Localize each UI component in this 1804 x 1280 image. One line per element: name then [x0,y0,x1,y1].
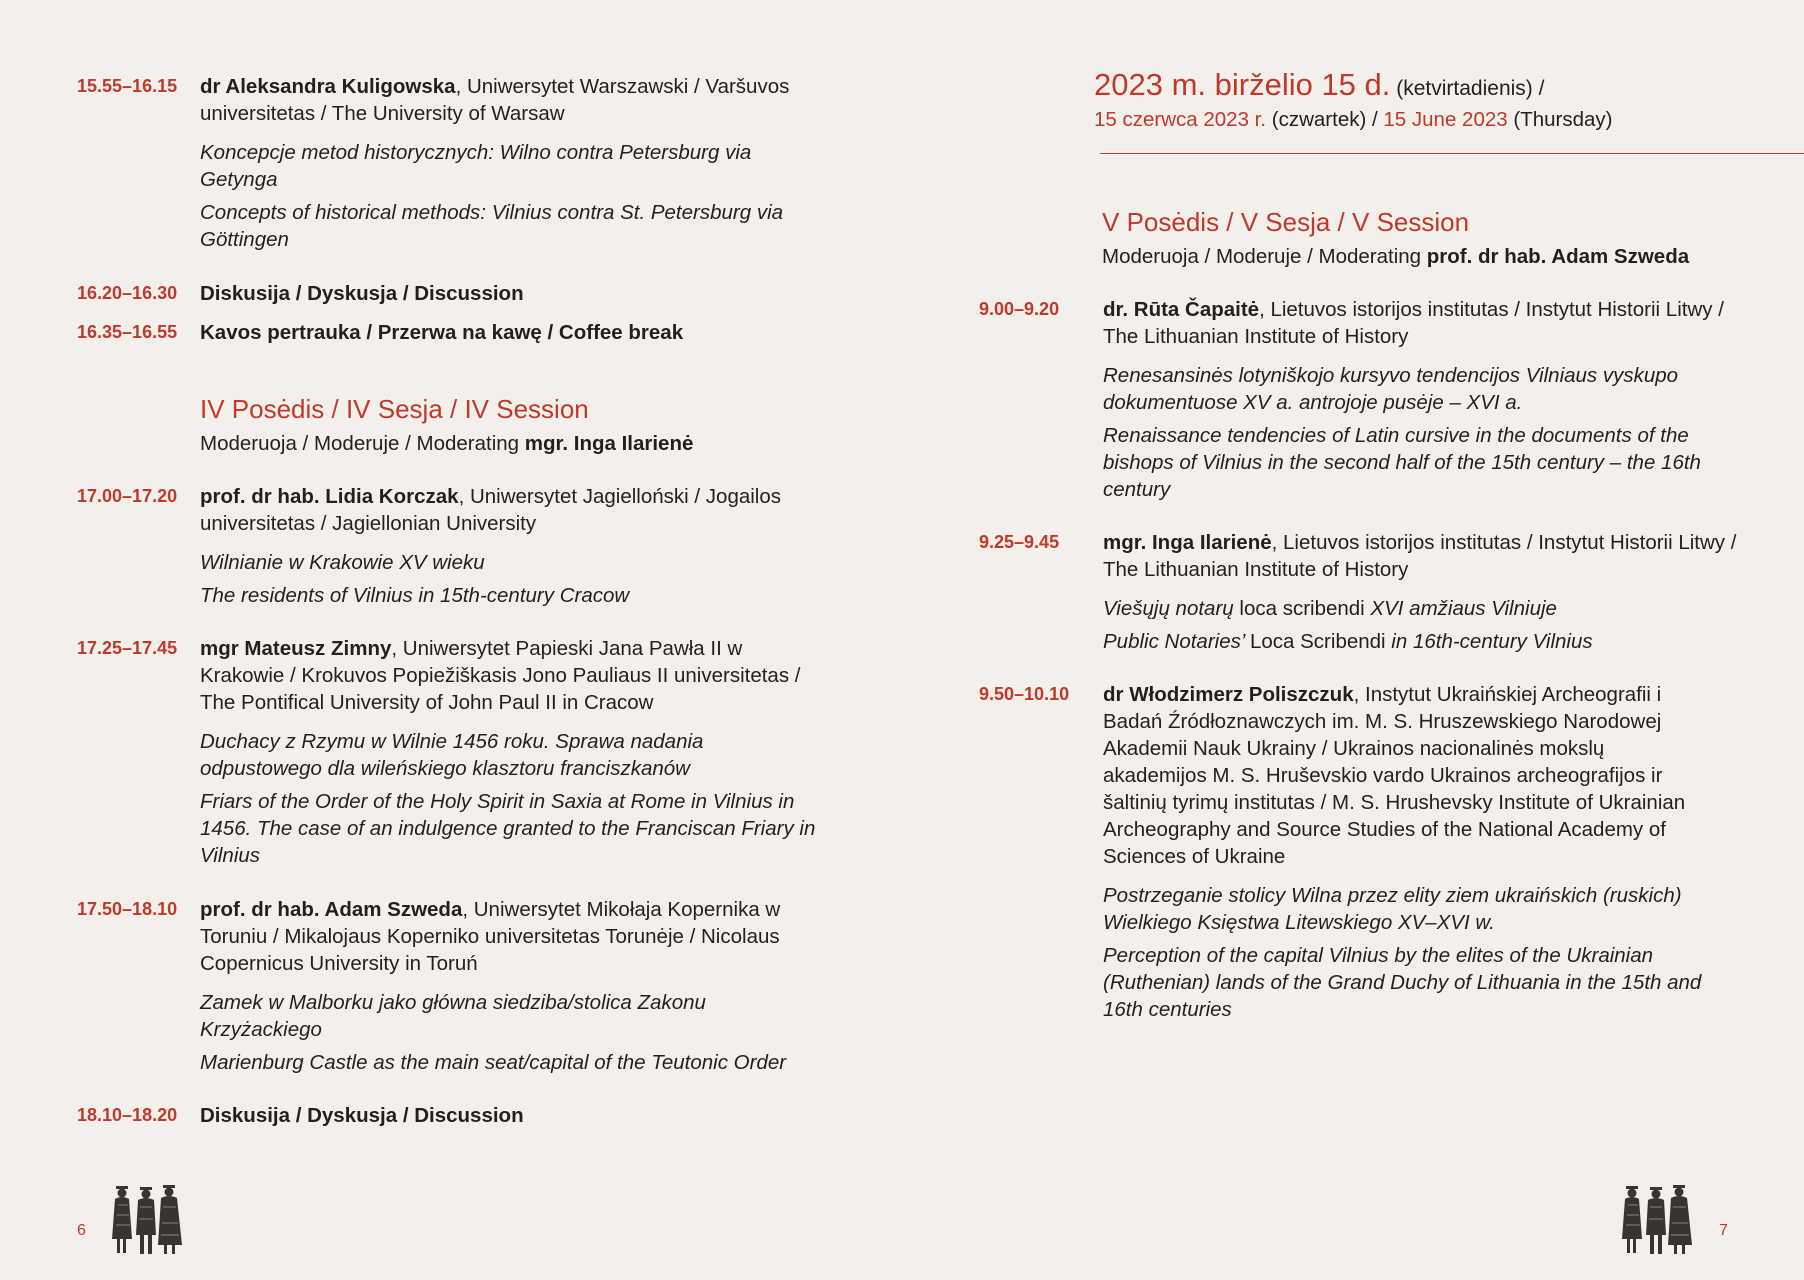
talk-title-en: Marienburg Castle as the main seat/capital of the Teutonic Order [200,1051,787,1074]
date-pl-day: (czwartek) / [1266,108,1384,131]
three-figures-illustration-icon [1618,1183,1698,1257]
session-moderator [1102,243,1689,270]
date-pl-value: 15 czerwca 2023 r. [1094,108,1267,131]
page-number: 6 [77,1222,86,1239]
moderator-prefix: Moderuoja / Moderuje / Moderating [200,432,525,455]
talk-title-en: Renaissance tendencies of Latin cursive in the documents of the bishops of Vilnius in the second half of the 15th century – the 16th century [1103,424,1701,501]
talk-title-pl: Postrzeganie stolicy Wilna przez elity ziem ukraińskich (ruskich) Wielkiego Księstwa Litewskiego XV–XVI w. [1103,884,1682,934]
session-date [1094,68,1612,134]
talk-title-en: Perception of the capital Vilnius by the elites of the Ukrainian (Ruthenian) lands of the Grand Duchy of Lithuania in the 15th and 16th centuries [1103,944,1702,1021]
date-lt [1094,68,1612,106]
page-number: 7 [1719,1222,1728,1239]
date-pl-en [1094,106,1612,134]
session-moderator [200,430,693,457]
talk-title-en: Friars of the Order of the Holy Spirit in Saxia at Rome in Vilnius in 1456. The case of an indulgence granted to the Franciscan Friary in Vilnius [200,790,816,867]
time-slot: 9.25–9.45 [979,532,1060,552]
speaker-name: dr Aleksandra Kuligowska [200,75,456,98]
time-slot: 17.00–17.20 [77,486,178,506]
time-slot: 16.35–16.55 [77,322,178,342]
break-label: Kavos pertrauka / Przerwa na kawę / Coffee break [200,321,684,344]
speaker-line [200,73,828,127]
speaker-name: prof. dr hab. Adam Szweda [200,898,463,921]
moderator-name: prof. dr hab. Adam Szweda [1426,245,1690,268]
right-page [902,0,1804,1280]
session-title: IV Posėdis / IV Sesja / IV Session [200,394,589,424]
speaker-name: dr. Rūta Čapaitė [1103,298,1260,321]
time-slot: 9.50–10.10 [979,684,1070,704]
speaker-line [1103,681,1713,870]
speaker-affiliation: , Lietuvos istorijos institutas / Instytut Historii Litwy / The Lithuanian Institute of History [1103,531,1737,581]
time-slot: 15.55–16.15 [77,76,178,96]
talk-title-pl: Wilnianie w Krakowie XV wieku [200,551,485,574]
speaker-affiliation: , Uniwersytet Papieski Jana Pawła II w Krakowie / Krokuvos Popiežiškasis Jono Pauliaus II universitetas / The Pontifical University of John Paul II in Cracow [200,637,801,714]
date-en-value: 15 June 2023 [1383,108,1508,131]
moderator-prefix: Moderuoja / Moderuje / Moderating [1102,245,1427,268]
speaker-name: dr Włodzimerz Poliszczuk [1103,683,1354,706]
date-en-day: (Thursday) [1507,108,1613,131]
talk-title-pl: Duchacy z Rzymu w Wilnie 1456 roku. Sprawa nadania odpustowego dla wileńskiego klasztoru franciszkanów [200,730,704,780]
speaker-line [1103,529,1739,583]
speaker-line [200,896,828,977]
speaker-name: mgr. Inga Ilarienė [1103,531,1272,554]
talk-title-pl: Renesansinės lotyniškojo kursyvo tendencijos Vilniaus vyskupo dokumentuose XV a. antrojoje pusėje – XVI a. [1103,364,1679,414]
time-slot: 18.10–18.20 [77,1105,178,1125]
session-title: V Posėdis / V Sesja / V Session [1102,207,1470,237]
talk-title-en: The residents of Vilnius in 15th-century Cracow [200,584,630,607]
date-lt-value: 2023 m. birželio 15 d. [1094,67,1391,102]
speaker-affiliation: , Uniwersytet Warszawski / Varšuvos universitetas / The University of Warsaw [200,75,790,125]
speaker-affiliation: , Lietuvos istorijos institutas / Instytut Historii Litwy / The Lithuanian Institute of History [1103,298,1724,348]
speaker-line [1103,296,1739,350]
speaker-affiliation: , Uniwersytet Mikołaja Kopernika w Toruniu / Mikalojaus Koperniko universitetas Torunėje / Nicolaus Copernicus University in Toruń [200,898,781,975]
speaker-affiliation: , Instytut Ukraińskiej Archeografii i Badań Źródłoznawczych im. M. S. Hruszewskiego Narodowej Akademii Nauk Ukrainy / Ukrainos nacionalinės mokslų akademijos M. S. Hruševskio vardo Ukrainos archeografijos ir šaltinių tyrimų institutas / M. S. Hrushevsky Institute of Ukrainian Archeography and Source Studies of the National Academy of Sciences of Ukraine [1103,683,1686,868]
time-slot: 17.50–18.10 [77,899,178,919]
talk-title-pl: Zamek w Malborku jako główna siedziba/stolica Zakonu Krzyżackiego [200,991,706,1041]
divider [1100,153,1804,154]
date-lt-day: (ketvirtadienis) / [1390,77,1545,100]
discussion-label: Diskusija / Dyskusja / Discussion [200,282,524,305]
moderator-name: mgr. Inga Ilarienė [524,432,694,455]
speaker-affiliation: , Uniwersytet Jagielloński / Jogailos universitetas / Jagiellonian University [200,485,782,535]
speaker-line [200,483,828,537]
talk-title-en: Public Notaries’ Loca Scribendi in 16th-century Vilnius [1103,630,1593,653]
speaker-name: prof. dr hab. Lidia Korczak [200,485,459,508]
speaker-name: mgr Mateusz Zimny [200,637,392,660]
discussion-label: Diskusija / Dyskusja / Discussion [200,1104,524,1127]
time-slot: 17.25–17.45 [77,638,178,658]
time-slot: 9.00–9.20 [979,299,1060,319]
talk-title-pl: Koncepcje metod historycznych: Wilno contra Petersburg via Getynga [200,141,752,191]
talk-title-pl: Viešųjų notarų loca scribendi XVI amžiaus Vilniuje [1103,597,1557,620]
three-figures-illustration-icon [108,1183,188,1257]
talk-title-en: Concepts of historical methods: Vilnius contra St. Petersburg via Göttingen [200,201,784,251]
time-slot: 16.20–16.30 [77,283,178,303]
speaker-line [200,635,828,716]
